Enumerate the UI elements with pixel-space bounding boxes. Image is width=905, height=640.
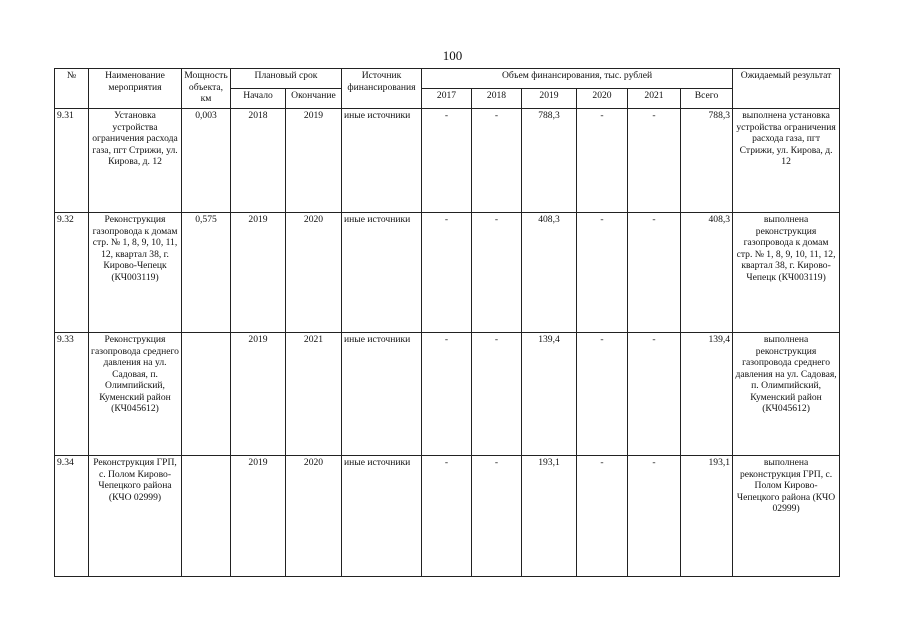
header-capacity: Мощность объекта, км <box>182 69 231 109</box>
row-source: иные источники <box>342 456 422 577</box>
row-result: выполнена реконструкция газопровода среднего давления на ул. Садовая, п. Олимпийский, Куменский район (КЧ045612) <box>733 333 840 456</box>
row-2021: - <box>628 213 681 333</box>
header-funding: Объем финансирования, тыс. рублей <box>422 69 733 89</box>
row-end: 2019 <box>286 109 342 213</box>
row-2017: - <box>422 456 472 577</box>
row-2017: - <box>422 333 472 456</box>
row-name: Установка устройства ограничения расхода газа, пгт Стрижи, ул. Кирова, д. 12 <box>89 109 182 213</box>
row-capacity <box>182 333 231 456</box>
row-2019: 139,4 <box>522 333 577 456</box>
header-year-2020: 2020 <box>577 89 628 109</box>
row-2018: - <box>472 456 522 577</box>
header-result: Ожидаемый результат <box>733 69 840 109</box>
header-name: Наименование мероприятия <box>89 69 182 109</box>
page-number: 100 <box>442 48 463 63</box>
row-capacity: 0,575 <box>182 213 231 333</box>
row-total: 788,3 <box>681 109 733 213</box>
row-end: 2021 <box>286 333 342 456</box>
header-source: Источник финансирования <box>342 69 422 109</box>
row-2019: 193,1 <box>522 456 577 577</box>
row-start: 2019 <box>231 213 286 333</box>
row-start: 2019 <box>231 456 286 577</box>
header-year-2019: 2019 <box>522 89 577 109</box>
row-num: 9.31 <box>55 109 89 213</box>
row-capacity: 0,003 <box>182 109 231 213</box>
row-start: 2019 <box>231 333 286 456</box>
row-start: 2018 <box>231 109 286 213</box>
row-num: 9.32 <box>55 213 89 333</box>
row-result: выполнена реконструкция газопровода к домам стр. № 1, 8, 9, 10, 11, 12, квартал 38, г. Кирово-Чепецк (КЧ003119) <box>733 213 840 333</box>
row-2017: - <box>422 109 472 213</box>
row-name: Реконструкция газопровода среднего давления на ул. Садовая, п. Олимпийский, Куменский район (КЧ045612) <box>89 333 182 456</box>
row-total: 408,3 <box>681 213 733 333</box>
row-2021: - <box>628 456 681 577</box>
row-2017: - <box>422 213 472 333</box>
row-2020: - <box>577 456 628 577</box>
row-2021: - <box>628 109 681 213</box>
row-source: иные источники <box>342 333 422 456</box>
row-end: 2020 <box>286 213 342 333</box>
row-2018: - <box>472 333 522 456</box>
row-2018: - <box>472 109 522 213</box>
row-end: 2020 <box>286 456 342 577</box>
header-num: № <box>55 69 89 109</box>
row-num: 9.34 <box>55 456 89 577</box>
row-2020: - <box>577 109 628 213</box>
header-start: Начало <box>231 89 286 109</box>
table-row <box>55 333 840 456</box>
row-2019: 788,3 <box>522 109 577 213</box>
row-result: выполнена установка устройства ограничения расхода газа, пгт Стрижи, ул. Кирова, д. 12 <box>733 109 840 213</box>
row-result: выполнена реконструкция ГРП, с. Полом Кирово-Чепецкого района (КЧО 02999) <box>733 456 840 577</box>
table-row <box>55 109 840 213</box>
table-row <box>55 456 840 577</box>
row-2020: - <box>577 213 628 333</box>
header-end: Окончание <box>286 89 342 109</box>
row-name: Реконструкция ГРП, с. Полом Кирово-Чепецкого района (КЧО 02999) <box>89 456 182 577</box>
row-capacity <box>182 456 231 577</box>
row-source: иные источники <box>342 109 422 213</box>
header-year-2021: 2021 <box>628 89 681 109</box>
row-2018: - <box>472 213 522 333</box>
row-source: иные источники <box>342 213 422 333</box>
header-planned-period: Плановый срок <box>231 69 342 89</box>
row-2021: - <box>628 333 681 456</box>
header-year-2017: 2017 <box>422 89 472 109</box>
header-row-1 <box>55 69 840 89</box>
header-year-2018: 2018 <box>472 89 522 109</box>
header-total: Всего <box>681 89 733 109</box>
row-num: 9.33 <box>55 333 89 456</box>
row-name: Реконструкция газопровода к домам стр. № 1, 8, 9, 10, 11, 12, квартал 38, г. Кирово-Чепецк (КЧ003119) <box>89 213 182 333</box>
row-2019: 408,3 <box>522 213 577 333</box>
table-row <box>55 213 840 333</box>
row-2020: - <box>577 333 628 456</box>
row-total: 193,1 <box>681 456 733 577</box>
funding-table <box>54 68 840 577</box>
row-total: 139,4 <box>681 333 733 456</box>
